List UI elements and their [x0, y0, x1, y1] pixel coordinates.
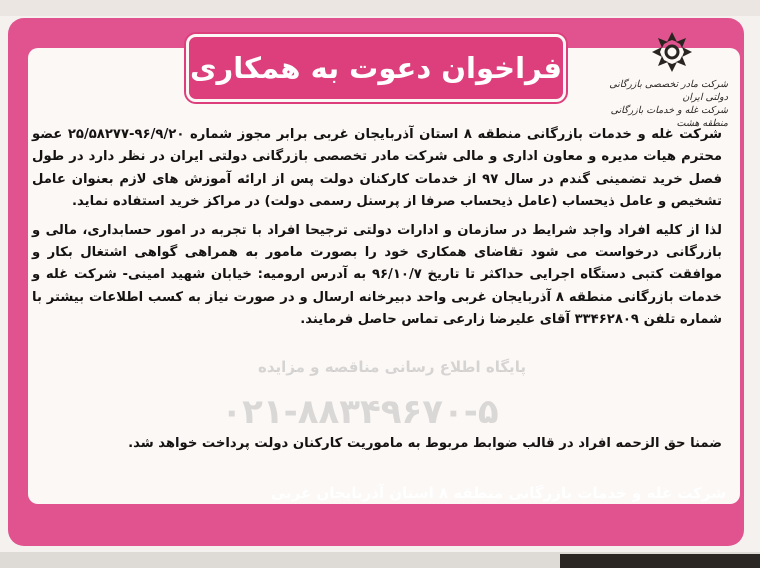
- company-emblem-icon: [650, 30, 694, 74]
- watermark-text: پایگاه اطلاع رسانی مناقصه و مزایده: [258, 358, 526, 376]
- company-header-line2: شرکت غله و خدمات بازرگانی منطقه هشت: [610, 105, 728, 129]
- notice-title-box: [186, 34, 566, 102]
- watermark-phone: ۰۲۱-۸۸۳۴۹۶۷۰-۵: [221, 392, 499, 432]
- notice-title: فراخوان دعوت به همکاری: [189, 51, 563, 85]
- notice-paragraph-2: لذا از کلیه افراد واجد شرایط در سازمان و ادارات دولتی ترجیحا افراد با تجربه در امور حسابداری، مالی و بازرگانی درخواست می شود تقاضای همکاری خود را بصورت مامور به همراهی گواهی اشتغال بکار و موافقت کتبی دستگاه اجرایی حداکثر تا تاریخ ۹۶/۱۰/۷ به آدرس ارومیه: خیابان شهید امینی- شرکت غله و خدمات بازرگانی منطقه ۸ آذربایجان غربی واحد دبیرخانه ارسال و در صورت نیاز به کسب اطلاعات بیشتر با شماره تلفن ۳۳۴۶۲۸۰۹ آقای علیرضا زارعی تماس حاصل فرمایند.: [32, 222, 722, 328]
- adjacent-ad-strip: [560, 554, 760, 568]
- notice-paragraph-1: شرکت غله و خدمات بازرگانی منطقه ۸ استان آذربایجان غربی برابر مجوز شماره ۹۶/۹/۲۰-۲۵/۵۸۲۷۷ عضو محترم هیات مدیره و معاون اداری و مالی شرکت مادر تخصصی بازرگانی دولتی ایران در نظر دارد در طول فصل خرید تضمینی گندم در سال ۹۷ از خدمات کارکنان دولت پس از ارائه آموزش های لازم بعنوان عامل تشخیص و عامل ذیحساب (عامل ذیحساب صرفا از پرسنل رسمی دولت) در مراکز خرید استفاده نماید.: [32, 127, 722, 210]
- notice-closing: ضمنا حق الزحمه افراد در قالب ضوابط مربوط به ماموریت کارکنان دولت پرداخت خواهد شد.: [128, 436, 722, 451]
- notice-footer-company: شرکت غله و خدمات بازرگانی منطقه ۸ استان آذربایجان غربی: [270, 484, 726, 502]
- company-header: [602, 78, 728, 130]
- page-edge-top: [0, 0, 760, 16]
- notice-body: [32, 124, 722, 332]
- company-header-line1: شرکت مادر تخصصی بازرگانی دولتی ایران: [609, 79, 728, 103]
